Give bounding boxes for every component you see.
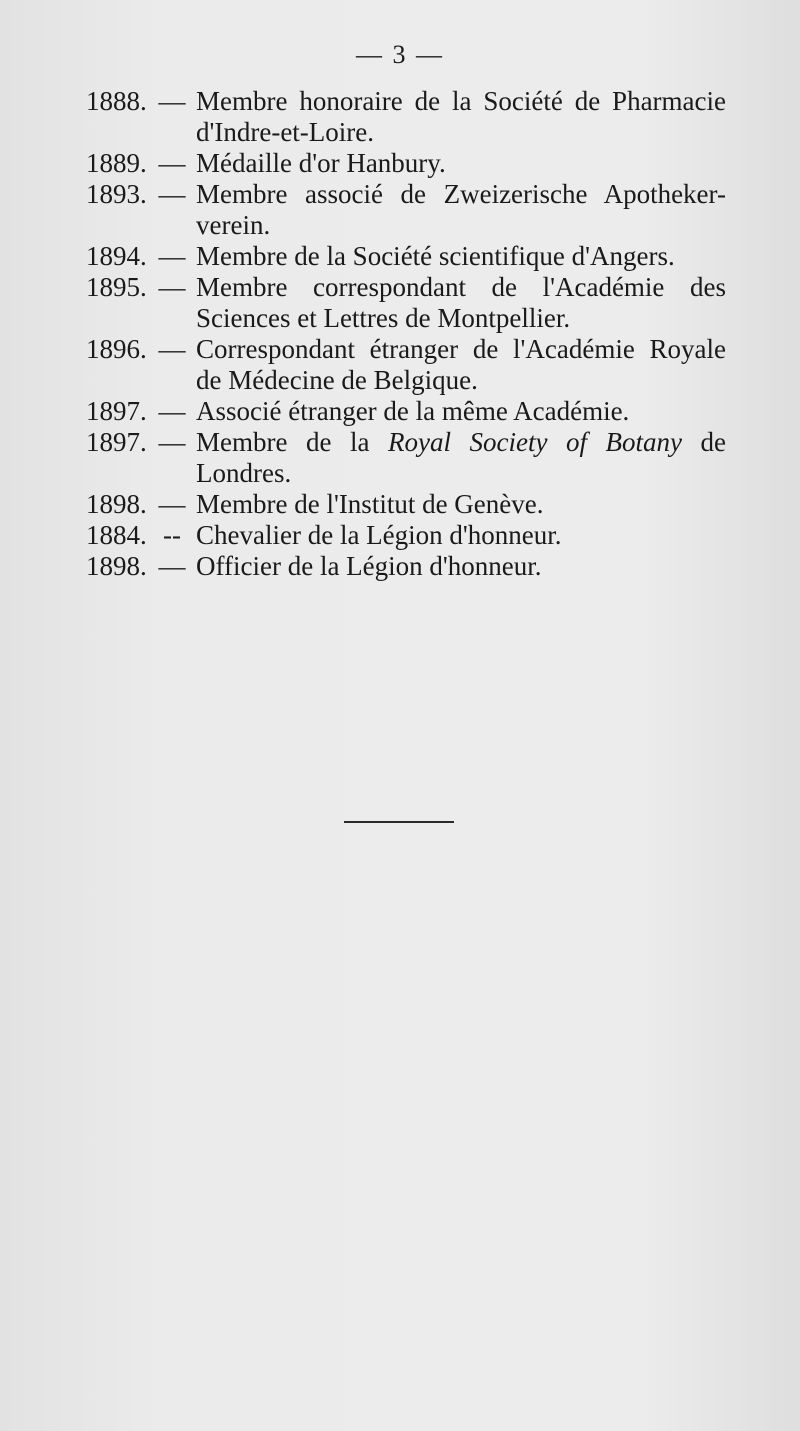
entry-dash: — <box>158 551 186 581</box>
list-item <box>86 427 726 489</box>
entry-year: 1895. <box>86 272 147 302</box>
entry-dash: — <box>158 241 186 271</box>
entry-dash: — <box>158 179 186 209</box>
entry-year: 1893. <box>86 179 147 209</box>
entry-dash: — <box>158 427 186 457</box>
list-item <box>86 520 726 551</box>
list-item <box>86 148 726 179</box>
entry-dash: — <box>158 148 186 178</box>
entry-dash: -- <box>163 520 181 550</box>
list-item <box>86 396 726 427</box>
society-name: Royal Society of Botany <box>388 427 682 457</box>
list-item <box>86 86 726 148</box>
entry-dash: — <box>158 334 186 364</box>
list-item <box>86 241 726 272</box>
entry-text: Correspondant étranger de l'Académie Royale de Médecine de Belgique. <box>196 334 726 395</box>
entry-year: 1897. <box>86 396 147 426</box>
entry-year: 1889. <box>86 148 147 178</box>
entry-year: 1894. <box>86 241 147 271</box>
page-number: — 3 — <box>356 40 444 69</box>
entry-year: 1884. <box>86 520 147 550</box>
entry-year: 1896. <box>86 334 147 364</box>
entry-dash: — <box>158 86 186 116</box>
entry-text: Médaille d'or Hanbury. <box>196 148 446 178</box>
entry-text <box>196 427 726 489</box>
section-divider <box>344 821 454 823</box>
entry-year: 1897. <box>86 427 147 457</box>
entry-text-before: Membre de la <box>196 427 389 457</box>
entry-text: Membre de l'Institut de Genève. <box>196 489 544 519</box>
list-item <box>86 551 726 582</box>
list-item <box>86 334 726 396</box>
entry-text-after: de Londres. <box>196 427 727 488</box>
entry-text: Officier de la Légion d'honneur. <box>196 551 542 581</box>
entry-dash: — <box>158 396 186 426</box>
entry-year: 1898. <box>86 551 147 581</box>
entry-text: Associé étranger de la même Académie. <box>196 396 630 426</box>
entry-text: Membre associé de Zweizerische Apotheker-verein. <box>196 179 726 240</box>
list-item <box>86 489 726 520</box>
entry-year: 1898. <box>86 489 147 519</box>
entry-text: Chevalier de la Légion d'honneur. <box>196 520 562 550</box>
entry-text: Membre honoraire de la Société de Pharmacie d'Indre-et-Loire. <box>196 86 726 147</box>
entry-year: 1888. <box>86 86 147 116</box>
honors-list <box>86 86 726 582</box>
entry-text: Membre correspondant de l'Académie des Sciences et Lettres de Montpellier. <box>196 272 726 333</box>
entry-dash: — <box>158 489 186 519</box>
list-item <box>86 179 726 241</box>
entry-dash: — <box>158 272 186 302</box>
entry-text: Membre de la Société scientifique d'Angers. <box>196 241 675 271</box>
list-item <box>86 272 726 334</box>
